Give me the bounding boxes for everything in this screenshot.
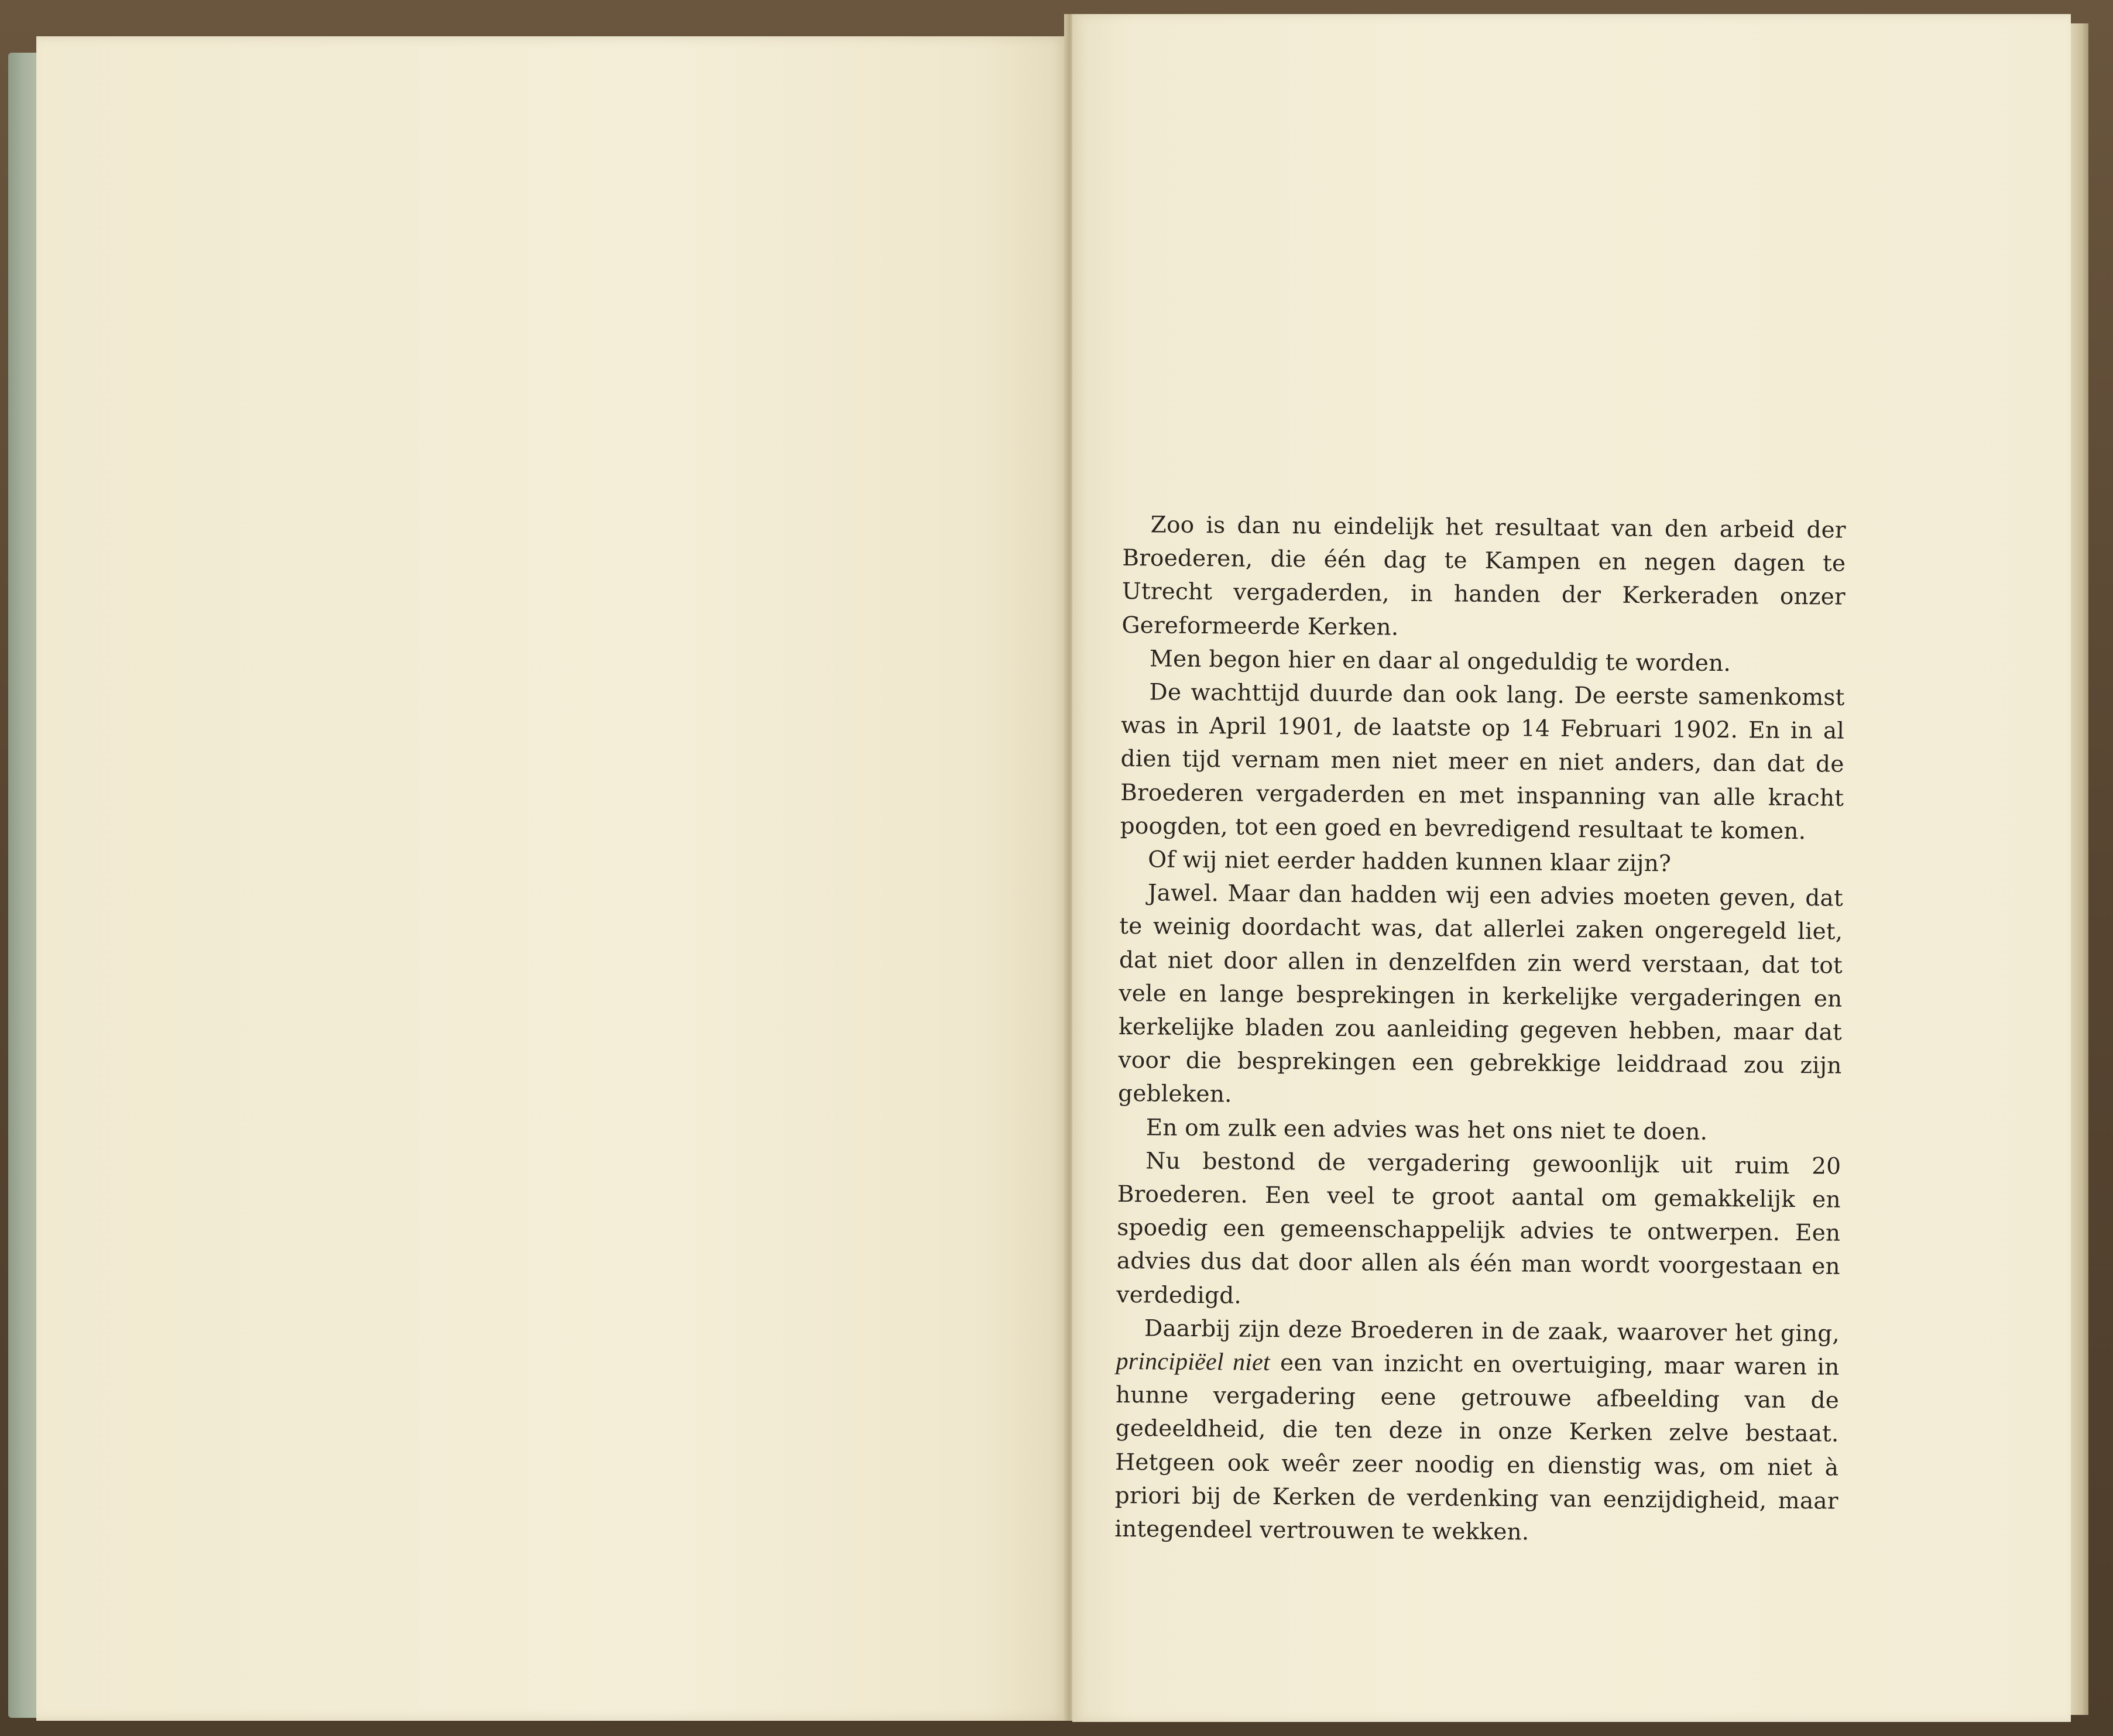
paragraph [1118,876,1843,1116]
text-run: Zoo is dan nu eindelijk het resultaat van den arbeid der Broederen, die één dag te Kampen en negen dagen te Utrecht vergaderden, in handen der Kerkeraden onzer Gereformeerde Kerken. [1121,512,1846,641]
paragraph [1120,843,1843,882]
paragraph [1116,1144,1841,1318]
body-text [1114,508,1846,1552]
text-run: een van inzicht en overtuiging, maar waren in hunne vergadering eene getrouwe afbeelding van de gedeeldheid, die ten deze in onze Kerken zelve bestaat. Hetgeen ook weêr zeer noodig en dienstig was, om niet à priori bij de Kerken de verdenking van eenzijdigheid, maar integendeel vertrouwen te wekken. [1114,1350,1840,1546]
right-page-edge [2071,23,2088,1715]
text-run: Of wij niet eerder hadden kunnen klaar zijn? [1148,846,1672,877]
text-run: De wachttijd duurde dan ook lang. De eerste samenkomst was in April 1901, de laatste op 14 Februari 1902. En in al dien tijd vernam men niet meer en niet anders, dan dat de Broederen vergaderden en met inspanning van alle kracht poogden, tot een goed en bevredigend resultaat te komen. [1120,679,1845,845]
paragraph [1120,675,1845,849]
paragraph [1121,508,1846,648]
left-page-blank [36,36,1068,1721]
text-run: Men begon hier en daar al ongeduldig te worden. [1149,646,1731,677]
paragraph [1114,1312,1840,1552]
text-run: En om zulk een advies was het ons niet te doen. [1145,1114,1708,1145]
text-run: Daarbij zijn deze Broederen in de zaak, waarover het ging, [1144,1315,1840,1347]
text-run: Nu bestond de vergadering gewoonlijk uit ruim 20 Broederen. Een veel te groot aantal om gemakkelijk en spoedig een gemeenschappelijk advies te ontwerpen. Een advies dus dat door allen als één man wordt voorgestaan en verdedigd. [1116,1148,1841,1309]
text-run: Jawel. Maar dan hadden wij een advies moeten geven, dat te weinig doordacht was, dat allerlei zaken ongeregeld liet, dat niet door allen in denzelfden zin werd verstaan, dat tot vele en lange besprekingen in kerkelijke vergaderingen en kerkelijke bladen zou aanleiding gegeven hebben, maar dat voor die besprekingen een gebrekkige leiddraad zou zijn gebleken. [1117,880,1843,1108]
italic-text-run: principiëel niet [1116,1348,1271,1377]
paragraph [1117,1111,1841,1150]
paragraph [1121,642,1845,681]
